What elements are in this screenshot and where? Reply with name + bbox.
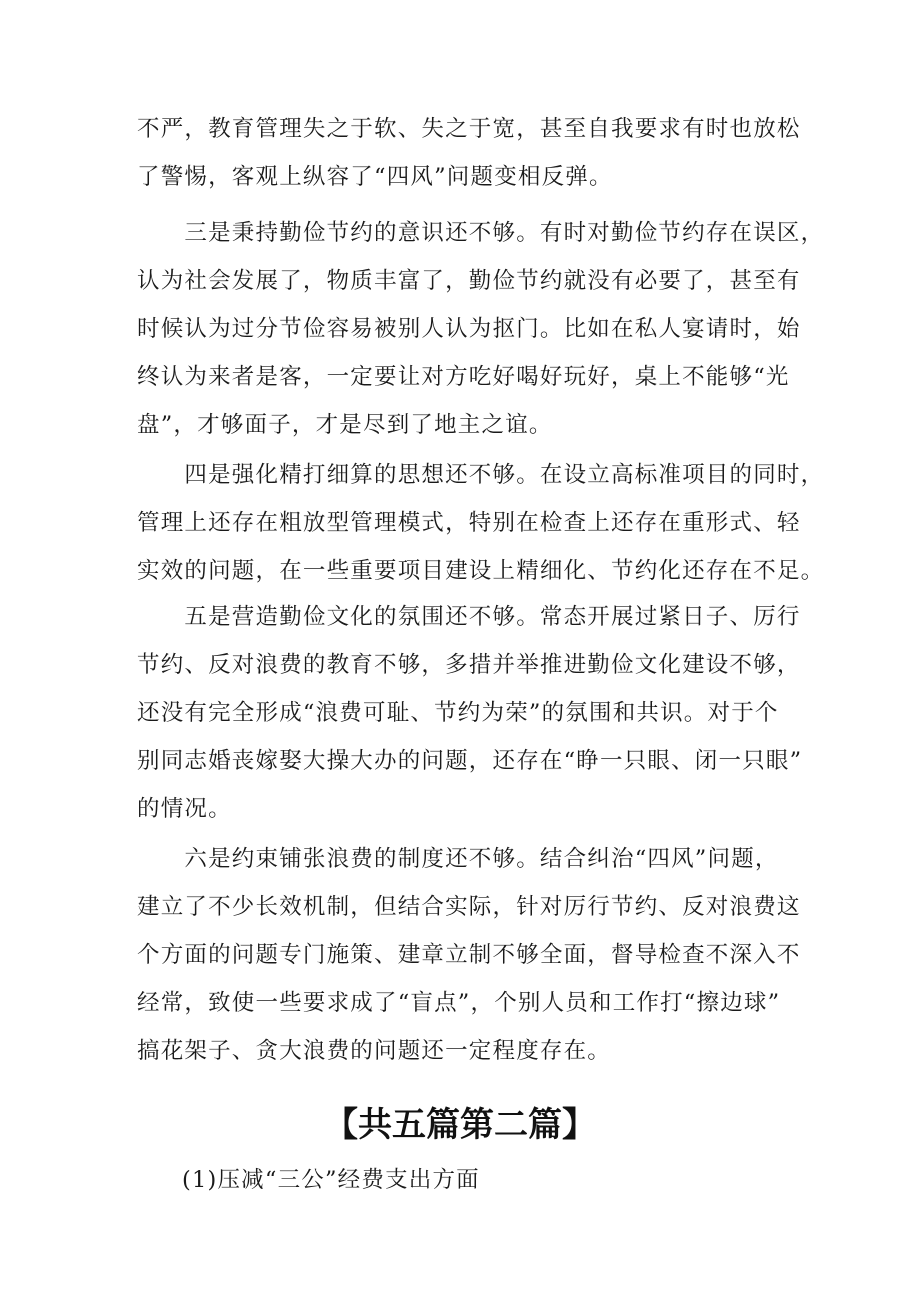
- text-line: 盘”，才够面子，才是尽到了地主之谊。: [137, 412, 553, 438]
- paragraph-5: [137, 835, 817, 1075]
- text-line: 的情况。: [137, 796, 232, 822]
- paragraph-2: [137, 209, 825, 449]
- subsection-item: (1)压减“三公”经费支出方面: [182, 1167, 480, 1193]
- text-line: 还没有完全形成“浪费可耻、节约为荣”的氛围和共识。对于个: [137, 700, 779, 726]
- section-heading: 【共五篇第二篇】: [324, 1105, 596, 1145]
- paragraph-3: [137, 451, 825, 595]
- text-line: 实效的问题，在一些重要项目建设上精细化、节约化还存在不足。: [137, 558, 825, 584]
- text-line: 节约、反对浪费的教育不够，多措并举推进勤俭文化建设不够，: [137, 652, 801, 678]
- text-line: 认为社会发展了，物质丰富了，勤俭节约就没有必要了，甚至有: [137, 268, 801, 294]
- text-line: 经常，致使一些要求成了“盲点”，个别人员和工作打“擦边球”: [137, 990, 781, 1016]
- text-line: 了警惕，客观上纵容了“四风”问题变相反弹。: [137, 164, 613, 190]
- paragraph-4: [137, 593, 817, 833]
- text-line: 六是约束铺张浪费的制度还不够。结合纠治“四风”问题，: [137, 846, 779, 872]
- text-line: 四是强化精打细算的思想还不够。在设立高标准项目的同时，: [137, 462, 825, 488]
- text-line: 时候认为过分节俭容易被别人认为抠门。比如在私人宴请时，始: [137, 316, 801, 342]
- paragraph-1: [137, 105, 817, 201]
- text-line: 不严，教育管理失之于软、失之于宽，甚至自我要求有时也放松: [137, 116, 801, 142]
- text-line: 三是秉持勤俭节约的意识还不够。有时对勤俭节约存在误区，: [137, 220, 825, 246]
- text-line: 管理上还存在粗放型管理模式，特别在检查上还存在重形式、轻: [137, 510, 801, 536]
- text-line: 别同志婚丧嫁娶大操大办的问题，还存在“睁一只眼、闭一只眼”: [137, 748, 803, 774]
- text-line: 五是营造勤俭文化的氛围还不够。常态开展过紧日子、厉行: [137, 604, 801, 630]
- text-line: 终认为来者是客，一定要让对方吃好喝好玩好，桌上不能够“光: [137, 364, 790, 390]
- text-line: 搞花架子、贪大浪费的问题还一定程度存在。: [137, 1038, 612, 1064]
- text-line: 个方面的问题专门施策、建章立制不够全面，督导检查不深入不: [137, 942, 801, 968]
- text-line: 建立了不少长效机制，但结合实际，针对厉行节约、反对浪费这: [137, 894, 801, 920]
